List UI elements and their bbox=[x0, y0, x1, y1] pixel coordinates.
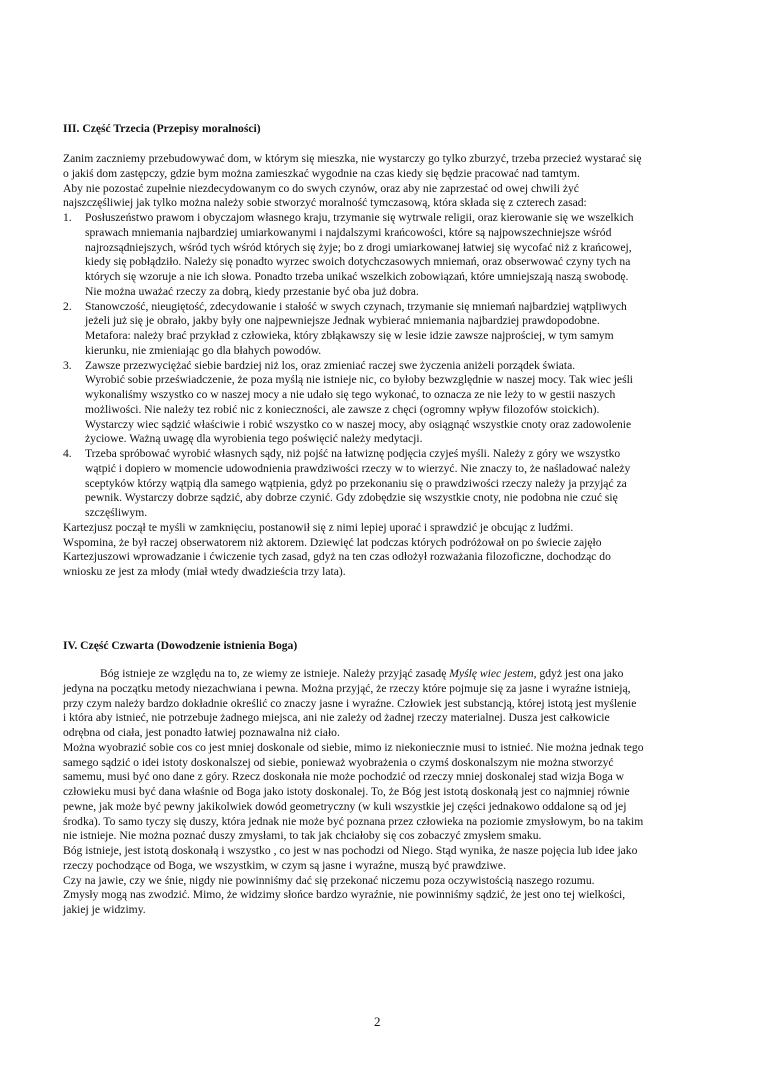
text-line: o jakiś dom zastępczy, gdzie bym można zamieszkać wygodnie na czas kiedy się będzie pracować nad tamtym. bbox=[63, 166, 580, 180]
text-line: Wspomina, że był raczej obserwatorem niż aktorem. Dziewięć lat podczas których podróżował on po świecie zajęło bbox=[63, 535, 602, 549]
rule-item bbox=[63, 300, 708, 359]
page-number: 2 bbox=[374, 1014, 381, 1029]
text-line: jakiej je widzimy. bbox=[63, 903, 146, 916]
text-line: pewne, jak może być pewny jakikolwiek dowód geometryczny (w kuli wszystkie jej części jednakowo oddalone są od jej bbox=[63, 799, 627, 813]
text-span: , gdyż jest ona jako bbox=[533, 667, 624, 680]
text-line: Zmysły mogą nas zwodzić. Mimo, że widzimy słońce bardzo wyraźnie, nie powinniśmy sądzić, że jest ono tej wielkości, bbox=[63, 888, 626, 902]
text-line: Trzeba spróbować wyrobić własnych sądy, niż pojść na łatwiznę podjęcia czyjeś myśli. Należy z góry we wszystko bbox=[85, 447, 621, 460]
text-line: możliwości. Nie należy tez robić nic z konieczności, ale zawsze z chęci (ogromny wpływ filozofów stoickich). bbox=[85, 402, 600, 416]
text-line: Stanowczość, nieugiętość, zdecydowanie i stałość w swych czynach, trzymanie się mniemań najbardziej wątpliwych bbox=[85, 299, 627, 313]
text-line: kiedy się pobłądziło. Należy się ponadto wyrzec swoich dotychczasowych mniemań, oraz obserwować czyny tych na bbox=[85, 255, 631, 269]
text-line: i która aby istnieć, nie potrzebuje żadnego miejsca, ani nie zależy od żadnej rzeczy materialnej. Dusza jest całkowicie bbox=[63, 711, 610, 725]
text-line: Posłuszeństwo prawom i obyczajom własnego kraju, trzymanie się wytrwale religii, oraz kierowanie się we wszelkich bbox=[85, 211, 634, 224]
section-3-body bbox=[63, 152, 708, 580]
rule-number: 4. bbox=[63, 447, 72, 460]
rule-number: 3. bbox=[63, 358, 72, 372]
text-line: Wystarczy wiec sądzić właściwie i robić wszystko co w naszej mocy, aby osiągnąć wszystkie cnoty oraz zadowolenie bbox=[85, 417, 632, 431]
text-line: jedyna na początku metody niezachwiana i pewna. Można przyjąć, że rzeczy które pojmuje się za jasne i wyraźne istnieją, bbox=[63, 681, 631, 695]
rule-item bbox=[63, 447, 708, 521]
section-4-heading: IV. Część Czwarta (Dowodzenie istnienia Boga) bbox=[63, 639, 298, 652]
text-line: Aby nie pozostać zupełnie niezdecydowanym co do swych czynów, oraz aby nie zaprzestać od owej chwili żyć bbox=[63, 181, 579, 195]
text-line: sprawach mniemania najbardziej umiarkowanymi i najdalszymi krańcowości, które są najpowszechniejsze wśród bbox=[85, 225, 612, 239]
text-line: Czy na jawie, czy we śnie, nigdy nie powinniśmy dać się przekonać niczemu poza oczywistością naszego rozumu. bbox=[63, 873, 595, 887]
text-line: przy czym należy bardzo dokładnie określić co znaczy jasne i wyraźne. Człowiek jest substancją, której istotą jest myślenie bbox=[63, 696, 637, 710]
rule-item bbox=[63, 359, 708, 448]
text-line: Zanim zaczniemy przebudowywać dom, w którym się mieszka, nie wystarczy go tylko zburzyć, trzeba przecież wystarać się bbox=[63, 152, 642, 165]
text-line: Nie można uważać rzeczy za dobrą, kiedy przestanie być oba już dobra. bbox=[85, 284, 419, 298]
text-line: wątpić i dopiero w momencie udowodnienia prawdziwości rzeczy w to wierzyć. Nie znaczy to, że naśladować należy bbox=[85, 461, 631, 475]
text-line: Wyrobić sobie przeświadczenie, że poza myślą nie istnieje nic, co byłoby bezwzględnie w naszej mocy. Tak wiec jeśli bbox=[85, 373, 634, 387]
italic-phrase: Myślę wiec jestem bbox=[449, 667, 534, 680]
text-line: człowieku musi być dana właśnie od Boga jako istoty doskonalej. To, że Bóg jest istotą doskonałą jest co najmniej równie bbox=[63, 785, 630, 798]
text-line: Metafora: należy brać przykład z człowieka, który zbłąkawszy się w lesie idzie zawsze najprościej, w tym samym bbox=[85, 329, 614, 342]
text-line: odrębna od ciała, jest ponadto łatwiej poznawalna niż ciało. bbox=[63, 726, 340, 739]
section-3-heading: III. Część Trzecia (Przepisy moralności) bbox=[63, 122, 261, 135]
text-line: Można wyobrazić sobie cos co jest mniej doskonale od siebie, mimo iz niekoniecznie musi to istnieć. Nie można jednak tego bbox=[63, 740, 644, 754]
text-line: kierunku, nie zmieniając go dla błahych powodów. bbox=[85, 343, 322, 357]
text-line: Kartezjuszowi wprowadzanie i ćwiczenie tych zasad, gdyż na ten czas odłożył rozważania filozoficzne, dochodząc do bbox=[63, 550, 611, 564]
text-line: nie istnieje. Nie można poznać duszy zmysłami, to tak jak chciałoby się cos zobaczyć zmysłem smaku. bbox=[63, 829, 542, 843]
text-line: wykonaliśmy wszystko co w naszej mocy a nie udało się tego wykonać, to oznacza ze nie leży to w gestii naszych bbox=[85, 388, 616, 401]
rule-number: 1. bbox=[63, 211, 72, 224]
text-line: których się wzoruje a nie ich słowa. Ponadto trzeba unikać wszelkich zobowiązań, które umniejszają naszą swobodę. bbox=[85, 270, 629, 283]
text-line: samemu, musi być ono dane z góry. Rzecz doskonała nie może pochodzić od rzeczy mniej doskonalej stad wizja Boga w bbox=[63, 770, 625, 784]
text-span: Bóg istnieje ze względu na to, ze wiemy ze istnieje. Należy przyjąć zasadę bbox=[100, 667, 450, 680]
text-line: sceptyków którzy wątpią dla samego wątpienia, gdyż po przekonaniu się o prawdziwości rzeczy należy ja przyjąć za bbox=[85, 476, 627, 490]
text-line: Kartezjusz począł te myśli w zamknięciu, postanowił się z nimi lepiej uporać i sprawdzić je obcując z ludźmi. bbox=[63, 520, 574, 534]
text-line: samego sądzić o idei istoty doskonalszej od siebie, ponieważ wyobrażenia o czymś doskonalszym nie można stworzyć bbox=[63, 755, 614, 769]
rule-number: 2. bbox=[63, 299, 72, 313]
text-line: Zawsze przezwyciężać siebie bardziej niż los, oraz zmieniać raczej swe życzenia aniżeli porządek świata. bbox=[85, 358, 576, 372]
section-4-body bbox=[63, 667, 708, 918]
text-line: pewnik. Wystarczy dobrze sądzić, aby dobrze czynić. Gdy zdobędzie się wszystkie cnoty, nie podobna nie czuć się bbox=[85, 491, 618, 505]
text-line: szczęśliwym. bbox=[85, 506, 148, 519]
rule-item bbox=[63, 211, 708, 300]
text-line: jeżeli już się je obrało, jakby były one najpewniejsze Jednak wybierać mniemania najbardziej prawdopodobne. bbox=[85, 314, 600, 328]
text-line: najszczęśliwiej jak tylko można należy sobie stworzyć moralność tymczasową, która składa się z czterech zasad: bbox=[63, 196, 587, 210]
text-line: najrozsądniejszych, wśród tych wśród których się żyje; bo z drogi umiarkowanej łatwiej się wycofać niż z krańcowej, bbox=[85, 240, 632, 254]
text-line: Bóg istnieje, jest istotą doskonałą i wszystko , co jest w nas pochodzi od Niego. Stąd wynika, że nasze pojęcia lub idee jako bbox=[63, 844, 638, 857]
text-line: wniosku ze jest za młody (miał wtedy dwadzieścia trzy lata). bbox=[63, 565, 346, 578]
text-line bbox=[63, 667, 708, 682]
text-line: rzeczy pochodzące od Boga, we wszystkim, w czym są jasne i wyraźne, muszą być prawdziwe. bbox=[63, 858, 506, 872]
text-line: życiowe. Ważną uwagę dla wyrobienia tego poświęcić należy medytacji. bbox=[85, 432, 423, 446]
text-line: środka). To samo tyczy się duszy, która jednak nie może być poznana przez człowieka na poziomie zmysłowym, bo na takim bbox=[63, 814, 644, 828]
